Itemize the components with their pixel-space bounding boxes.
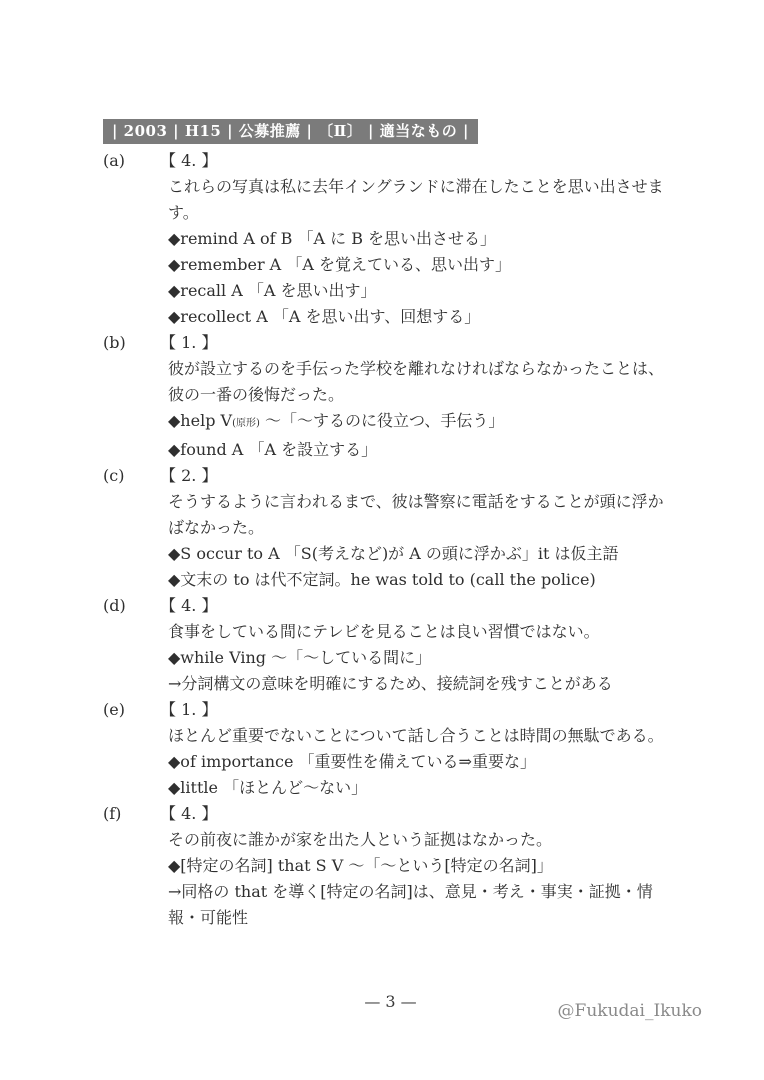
- header-bar: [103, 119, 478, 144]
- text-segment: ◆of importance 「重要性を備えている⇒重要な」: [168, 752, 536, 771]
- text-line: [168, 827, 676, 853]
- author-handle: @Fukudai_Ikuko: [557, 1001, 702, 1021]
- text-line: [168, 278, 676, 304]
- answer-number: 【 2. 】: [160, 466, 218, 485]
- items: [103, 148, 683, 931]
- text-segment: ◆文末の to は代不定詞。he was told to (call the police): [168, 570, 596, 589]
- text-segment: これらの写真は私に去年イングランドに滞在したことを思い出させます。: [168, 177, 664, 222]
- item-lines: [168, 174, 676, 330]
- item-header: [103, 697, 683, 723]
- text-line: [168, 226, 676, 252]
- qa-item-b: [103, 330, 683, 463]
- text-segment: 食事をしている間にテレビを見ることは良い習慣ではない。: [168, 622, 600, 641]
- text-segment: ほとんど重要でないことについて話し合うことは時間の無駄である。: [168, 726, 664, 745]
- item-label: (c): [103, 466, 125, 485]
- answer-number: 【 4. 】: [160, 596, 218, 615]
- text-segment: ◆help V: [168, 411, 233, 430]
- text-line: [168, 853, 676, 879]
- small-annotation: (原形): [232, 418, 260, 429]
- text-line: [168, 356, 676, 408]
- answer-number: 【 1. 】: [160, 333, 218, 352]
- item-lines: [168, 356, 676, 463]
- item-header: [103, 148, 683, 174]
- text-segment: ◆recall A 「A を思い出す」: [168, 281, 377, 300]
- text-line: [168, 619, 676, 645]
- item-header: [103, 463, 683, 489]
- text-line: [168, 645, 676, 671]
- text-segment: →分詞構文の意味を明確にするため、接続詞を残すことがある: [168, 674, 613, 693]
- item-header: [103, 593, 683, 619]
- qa-item-f: [103, 801, 683, 931]
- text-segment: ～「～するのに役立つ、手伝う」: [259, 411, 505, 430]
- text-line: [168, 174, 676, 226]
- text-line: [168, 671, 676, 697]
- item-label: (a): [103, 151, 126, 170]
- text-line: [168, 879, 676, 931]
- page-number: — 3 —: [364, 992, 417, 1011]
- qa-item-c: [103, 463, 683, 593]
- text-segment: ◆remind A of B 「A に B を思い出させる」: [168, 229, 497, 248]
- text-line: [168, 567, 676, 593]
- text-line: [168, 489, 676, 541]
- text-line: [168, 775, 676, 801]
- text-line: [168, 723, 676, 749]
- answer-number: 【 4. 】: [160, 804, 218, 823]
- text-line: [168, 437, 676, 463]
- item-label: (b): [103, 333, 126, 352]
- text-line: [168, 408, 676, 437]
- item-header: [103, 330, 683, 356]
- item-label: (e): [103, 700, 125, 719]
- text-line: [168, 749, 676, 775]
- text-segment: ◆[特定の名詞] that S V ～「～という[特定の名詞]」: [168, 856, 553, 875]
- item-label: (f): [103, 804, 122, 823]
- text-line: [168, 541, 676, 567]
- item-lines: [168, 827, 676, 931]
- text-segment: ◆while Ving ～「～している間に」: [168, 648, 432, 667]
- text-segment: そうするように言われるまで、彼は警察に電話をすることが頭に浮かばなかった。: [168, 492, 664, 537]
- text-segment: →同格の that を導く[特定の名詞]は、意見・考え・事実・証拠・情報・可能性: [168, 882, 653, 927]
- answer-number: 【 1. 】: [160, 700, 218, 719]
- text-segment: ◆found A 「A を設立する」: [168, 440, 378, 459]
- text-segment: 彼が設立するのを手伝った学校を離れなければならなかったことは、彼の一番の後悔だった。: [168, 359, 665, 404]
- text-segment: ◆recollect A 「A を思い出す、回想する」: [168, 307, 481, 326]
- qa-item-a: [103, 148, 683, 330]
- item-label: (d): [103, 596, 126, 615]
- text-segment: ◆S occur to A 「S(考えなど)が A の頭に浮かぶ」it は仮主語: [168, 544, 619, 563]
- item-header: [103, 801, 683, 827]
- answer-number: 【 4. 】: [160, 151, 218, 170]
- text-line: [168, 304, 676, 330]
- text-segment: その前夜に誰かが家を出た人という証拠はなかった。: [168, 830, 553, 849]
- header-title: | 2003 | H15 | 公募推薦 | 〔Ⅱ〕 | 適当なもの |: [112, 122, 469, 140]
- qa-item-e: [103, 697, 683, 801]
- item-lines: [168, 723, 676, 801]
- text-line: [168, 252, 676, 278]
- text-segment: ◆little 「ほとんど～ない」: [168, 778, 368, 797]
- text-segment: ◆remember A 「A を覚えている、思い出す」: [168, 255, 511, 274]
- item-lines: [168, 489, 676, 593]
- item-lines: [168, 619, 676, 697]
- qa-item-d: [103, 593, 683, 697]
